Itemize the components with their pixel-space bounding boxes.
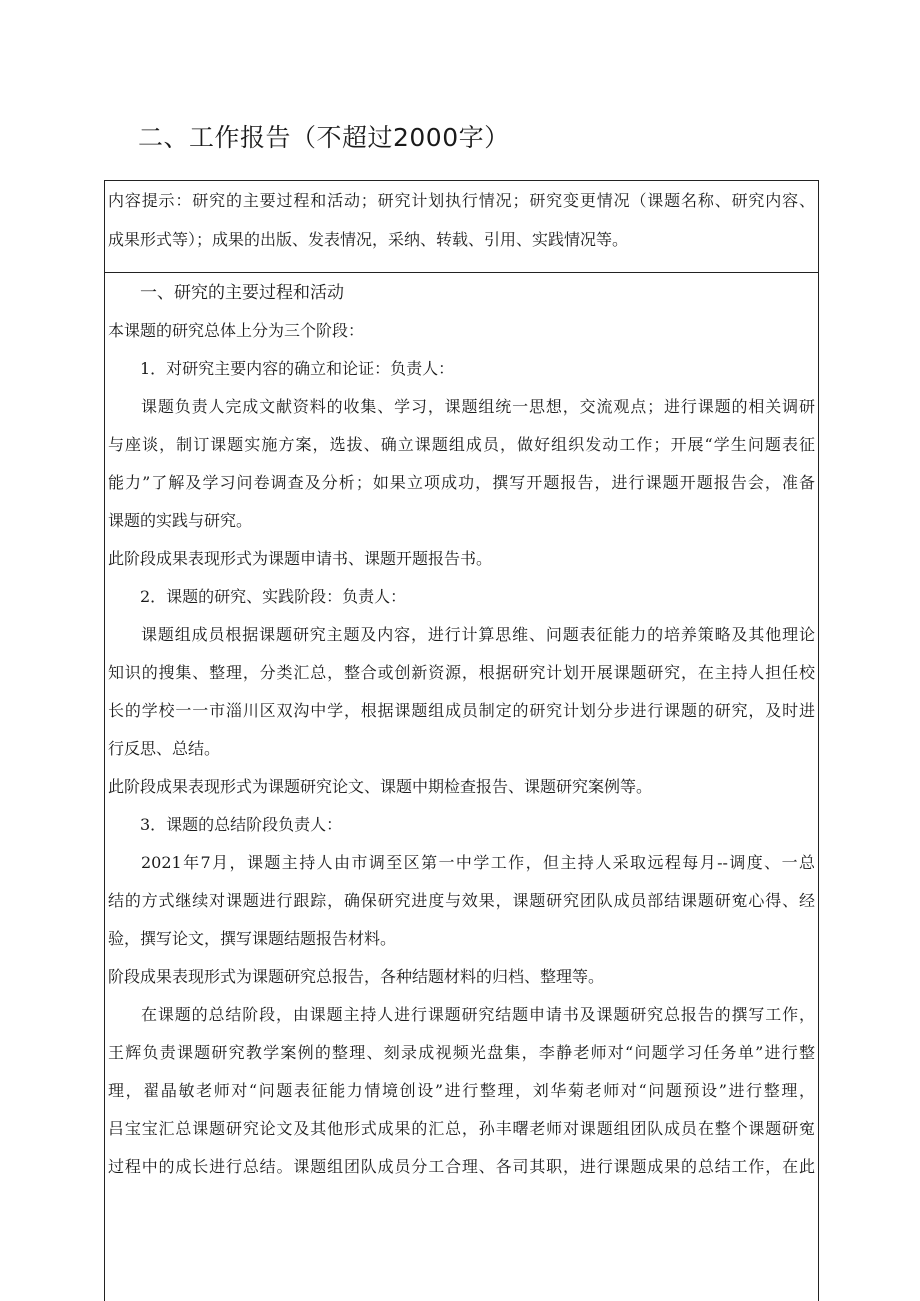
- paragraph-line: 阶段成果表现形式为课题研究总报告，各种结题材料的归档、整理等。: [108, 967, 605, 986]
- paragraph-line: 课题的实践与研究。: [108, 511, 253, 530]
- stage-heading: 2．课题的研究、实践阶段：负责人：: [140, 587, 407, 606]
- paragraph-line: 长的学校一一市淄川区双沟中学，根据课题组成员制定的研究计划分步进行课题的研究，及时进: [108, 701, 815, 720]
- table-row-divider: [105, 272, 818, 273]
- paragraph-line: 此阶段成果表现形式为课题申请书、课题开题报告书。: [108, 549, 493, 568]
- hint-line: 成果形式等）；成果的出版、发表情况，采纳、转载、引用、实践情况等。: [108, 230, 629, 249]
- paragraph-line: 与座谈，制订课题实施方案，选拔、确立课题组成员，做好组织发动工作；开展“学生问题表征: [108, 435, 815, 454]
- paragraph-line: 王辉负责课题研究教学案例的整理、刻录成视频光盘集，李静老师对“问题学习任务单”进行整: [108, 1043, 815, 1062]
- paragraph-line: 过程中的成长进行总结。课题组团队成员分工合理、各司其职，进行课题成果的总结工作，在此: [108, 1157, 815, 1176]
- paragraph-line: 能力”了解及学习问卷调查及分析；如果立项成功，撰写开题报告，进行课题开题报告会，准备: [108, 473, 815, 492]
- subsection-heading: 一、研究的主要过程和活动: [140, 283, 344, 303]
- stage-heading: 1．对研究主要内容的确立和论证：负责人：: [140, 359, 455, 378]
- paragraph-line: 在课题的总结阶段，由课题主持人进行课题研究结题申请书及课题研究总报告的撰写工作，: [141, 1005, 815, 1024]
- paragraph-line: 吕宝宝汇总课题研究论文及其他形式成果的汇总，孙丰曙老师对课题组团队成员在整个课题研寃: [108, 1119, 815, 1138]
- paragraph-line: 知识的搜集、整理，分类汇总，整合或创新资源，根据研究计划开展课题研究，在主持人担任校: [108, 663, 815, 682]
- paragraph-line: 行反思、总结。: [108, 739, 221, 758]
- paragraph-line: 理，翟晶敏老师对“问题表征能力情境创设”进行整理，刘华菊老师对“问题预设”进行整理，: [108, 1081, 815, 1100]
- paragraph-line: 验，撰写论文，撰写课题结题报告材料。: [108, 929, 397, 948]
- hint-line: 内容提示：研究的主要过程和活动；研究计划执行情况；研究变更情况（课题名称、研究内容、: [108, 191, 815, 210]
- paragraph-line: 课题负责人完成文献资料的收集、学习，课题组统一思想，交流观点；进行课题的相关调研: [141, 397, 815, 416]
- paragraph-line: 结的方式继续对课题进行跟踪，确保研究进度与效果，课题研究团队成员部结课题研寃心得、经: [108, 891, 815, 910]
- paragraph-line: 本课题的研究总体上分为三个阶段：: [108, 321, 365, 340]
- stage-heading: 3．课题的总结阶段负责人：: [140, 815, 343, 834]
- paragraph-line: 此阶段成果表现形式为课题研究论文、课题中期检查报告、课题研究案例等。: [108, 777, 653, 796]
- paragraph-line: 课题组成员根据课题研究主题及内容，进行计算思维、问题表征能力的培养策略及其他理论: [141, 625, 815, 644]
- section-title: 二、工作报告（不超过2000字）: [138, 123, 510, 152]
- paragraph-line: 2021年7月，课题主持人由市调至区第一中学工作，但主持人采取远程每月--调度、一总: [141, 853, 815, 872]
